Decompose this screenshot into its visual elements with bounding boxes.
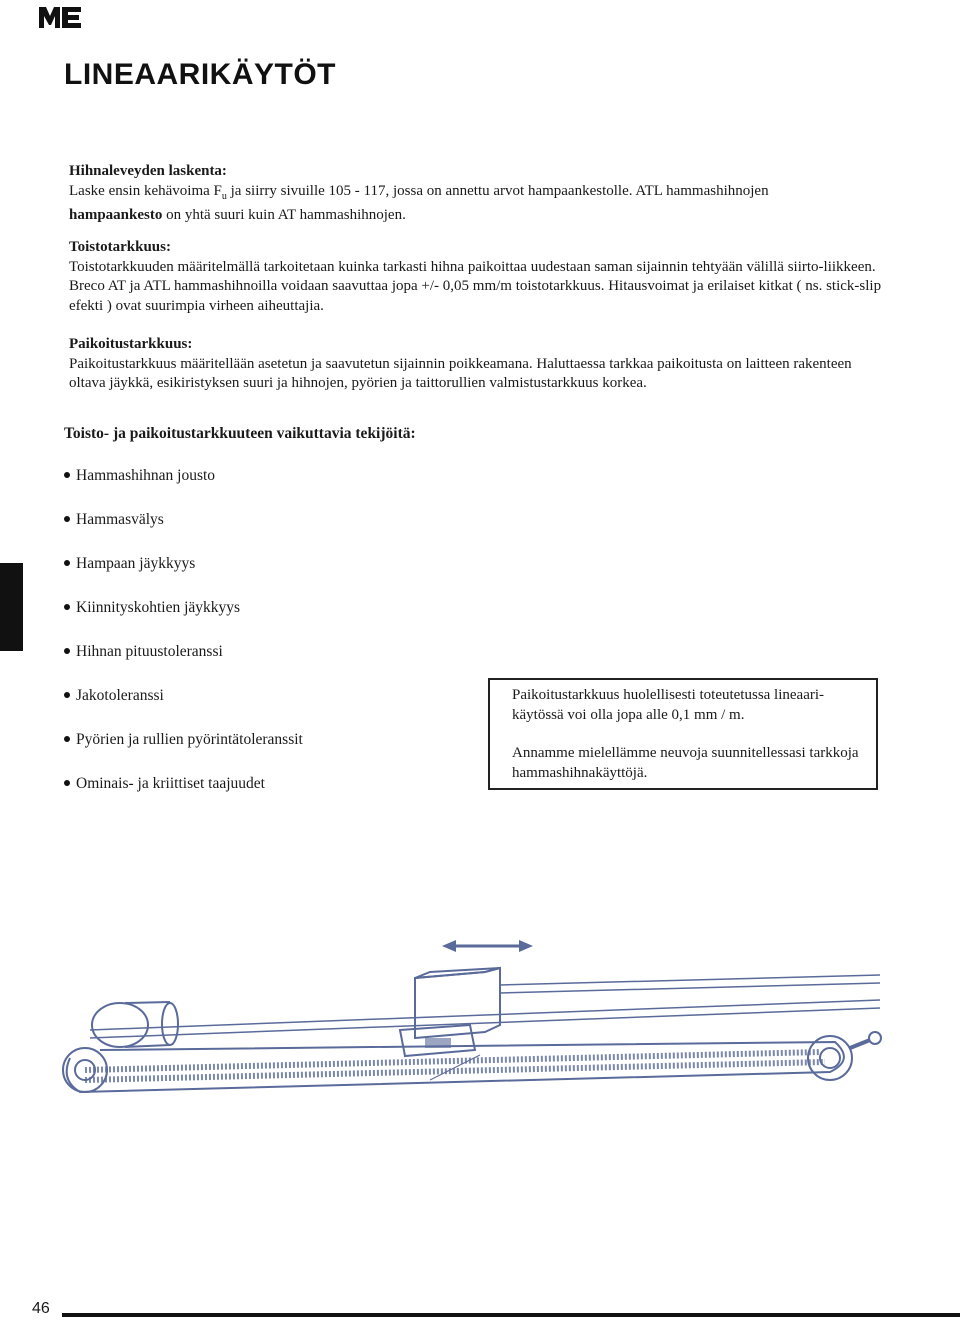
list-item: Pyörien ja rullien pyörintätoleranssit [64,730,303,774]
bullet-icon [64,736,70,742]
linear-belt-drive-illustration-icon [30,930,930,1130]
list-item: Kiinnityskohtien jäykkyys [64,598,303,642]
list-item: Ominais- ja kriittiset taajuudet [64,774,303,818]
positioning-heading: Paikoitustarkkuus: [69,336,193,352]
bullet-icon [64,780,70,786]
positioning-text: Paikoitustarkkuus määritellään asetetun ja saavutetun sijainnin poikkeamana. Haluttaessa tarkkaa paikoitusta on laitteen rakenteen oltava jäykkä, esikiristyksen suuri ja hihnojen, pyörien ja taittorullien valmistustarkkuus korkea. [69,355,852,391]
bullet-icon [64,604,70,610]
footer-rule [62,1313,960,1317]
bullet-icon [64,516,70,522]
list-item: Hammashihnan jousto [64,466,303,510]
note-text-1: Paikoitustarkkuus huolellisesti toteutetussa lineaari-käytössä voi olla jopa alle 0,1 mm / m. [512,687,825,723]
bullet-icon [64,648,70,654]
repeatability-text: Toistotarkkuuden määritelmällä tarkoitetaan kuinka tarkasti hihna paikoittaa uudestaan saman sijainnin tehtyään välillä siirto-liikkeen. Breco AT ja ATL hammashihnoilla voidaan saavuttaa jopa +/- 0,05 mm/m toistotarkkuus. Hitausvoimat ja erilaiset kitkat ( ns. stick-slip efekti ) ovat suurimpia virheen aiheuttajia. [69,258,882,314]
note-box [488,678,878,790]
positioning-section [69,335,884,394]
bullet-icon [64,692,70,698]
bullet-icon [64,560,70,566]
list-item: Hammasvälys [64,510,303,554]
chapter-tab-marker [0,563,23,651]
me-logo-icon [38,4,82,30]
page-number: 46 [32,1300,50,1317]
factors-title: Toisto- ja paikoitustarkkuuteen vaikuttavia tekijöitä: [64,425,416,442]
list-item: Hihnan pituustoleranssi [64,642,303,686]
belt-width-text: Laske ensin kehävoima $F_u$ ja siirry sivuille 105 - 117, jossa on annettu arvot hampaankestolle. ATL hammashihnojen hampaankesto on yhtä suuri kuin AT hammashihnojen. [69,182,769,223]
list-item: Jakotoleranssi [64,686,303,730]
list-item: Hampaan jäykkyys [64,554,303,598]
note-text-2: Annamme mielellämme neuvoja suunnitellessasi tarkkoja hammashihnakäyttöjä. [512,745,859,781]
page-title: LINEAARIKÄYTÖT [64,58,336,91]
belt-width-section [69,162,884,226]
repeatability-heading: Toistotarkkuus: [69,239,171,255]
factors-list [64,466,303,818]
bullet-icon [64,472,70,478]
repeatability-section [69,238,884,316]
belt-width-heading: Hihnaleveyden laskenta: [69,163,227,179]
